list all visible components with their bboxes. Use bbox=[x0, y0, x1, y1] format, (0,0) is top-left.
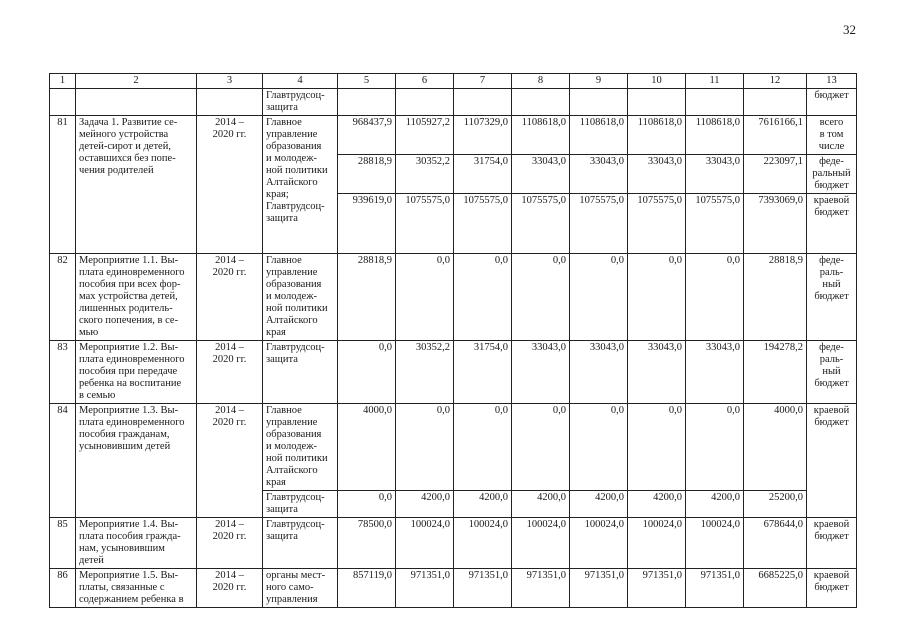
value-year-1: 28818,9 bbox=[338, 155, 396, 194]
value-year-2: 0,0 bbox=[396, 254, 454, 341]
value-year-5: 33043,0 bbox=[570, 341, 628, 404]
table-row bbox=[50, 341, 857, 404]
value-year-4: 0,0 bbox=[512, 254, 570, 341]
value-year-5: 1108618,0 bbox=[570, 116, 628, 155]
value-year-1: 968437,9 bbox=[338, 116, 396, 155]
value-year-3: 100024,0 bbox=[454, 518, 512, 569]
column-header-4: 4 bbox=[263, 74, 338, 89]
row-period: 2014 – 2020 гг. bbox=[197, 254, 263, 341]
value-year-2: 1075575,0 bbox=[396, 194, 454, 254]
row-number: 83 bbox=[50, 341, 76, 404]
value-cell bbox=[686, 89, 744, 116]
value-cell bbox=[396, 89, 454, 116]
value-year-6: 1108618,0 bbox=[628, 116, 686, 155]
row-number: 86 bbox=[50, 569, 76, 608]
value-year-3: 971351,0 bbox=[454, 569, 512, 608]
value-year-1: 857119,0 bbox=[338, 569, 396, 608]
value-year-4: 0,0 bbox=[512, 404, 570, 491]
value-year-4: 971351,0 bbox=[512, 569, 570, 608]
row-name bbox=[76, 89, 197, 116]
value-year-1: 0,0 bbox=[338, 491, 396, 518]
row-executor: Главное управление образования и молодеж- ной политики Алтайского края bbox=[263, 404, 338, 491]
value-year-3: 31754,0 bbox=[454, 155, 512, 194]
value-year-2: 4200,0 bbox=[396, 491, 454, 518]
value-year-3: 0,0 bbox=[454, 404, 512, 491]
value-year-4: 33043,0 bbox=[512, 155, 570, 194]
table-row bbox=[50, 254, 857, 341]
value-year-6: 4200,0 bbox=[628, 491, 686, 518]
value-year-2: 0,0 bbox=[396, 404, 454, 491]
row-executor: Главтрудсоц- защита bbox=[263, 341, 338, 404]
column-header-13: 13 bbox=[807, 74, 857, 89]
value-year-4: 33043,0 bbox=[512, 341, 570, 404]
value-year-4: 1108618,0 bbox=[512, 116, 570, 155]
row-period: 2014 – 2020 гг. bbox=[197, 404, 263, 518]
table-header-row bbox=[50, 74, 857, 89]
row-name: Мероприятие 1.1. Вы- плата единовременного пособия при всех фор- мах устройства детей, лишенных родитель- ского попечения, в се- мью bbox=[76, 254, 197, 341]
value-year-3: 31754,0 bbox=[454, 341, 512, 404]
value-year-8: 28818,9 bbox=[744, 254, 807, 341]
page-number: 32 bbox=[843, 22, 856, 37]
value-year-7: 971351,0 bbox=[686, 569, 744, 608]
value-year-3: 0,0 bbox=[454, 254, 512, 341]
value-cell bbox=[570, 89, 628, 116]
row-period: 2014 – 2020 гг. bbox=[197, 569, 263, 608]
value-year-1: 939619,0 bbox=[338, 194, 396, 254]
row-executor: Главтрудсоц- защита bbox=[263, 491, 338, 518]
column-header-6: 6 bbox=[396, 74, 454, 89]
value-year-5: 0,0 bbox=[570, 404, 628, 491]
value-year-7: 100024,0 bbox=[686, 518, 744, 569]
row-executor: Главтрудсоц- защита bbox=[263, 518, 338, 569]
value-year-2: 30352,2 bbox=[396, 155, 454, 194]
row-funding-source: краевой бюджет bbox=[807, 194, 857, 254]
value-year-7: 33043,0 bbox=[686, 155, 744, 194]
value-year-6: 971351,0 bbox=[628, 569, 686, 608]
row-funding-source: всего в том числе bbox=[807, 116, 857, 155]
column-header-7: 7 bbox=[454, 74, 512, 89]
value-year-4: 1075575,0 bbox=[512, 194, 570, 254]
value-cell bbox=[454, 89, 512, 116]
table-row-continuation bbox=[50, 89, 857, 116]
value-year-7: 0,0 bbox=[686, 254, 744, 341]
row-funding-source: краевой бюджет bbox=[807, 569, 857, 608]
value-cell bbox=[744, 89, 807, 116]
value-year-5: 971351,0 bbox=[570, 569, 628, 608]
value-year-7: 33043,0 bbox=[686, 341, 744, 404]
value-cell bbox=[338, 89, 396, 116]
row-executor: Главтрудсоц- защита bbox=[263, 89, 338, 116]
value-year-1: 28818,9 bbox=[338, 254, 396, 341]
value-year-2: 971351,0 bbox=[396, 569, 454, 608]
value-year-8: 223097,1 bbox=[744, 155, 807, 194]
row-funding-source: бюджет bbox=[807, 89, 857, 116]
value-cell bbox=[512, 89, 570, 116]
row-executor: органы мест- ного само- управления bbox=[263, 569, 338, 608]
value-year-4: 100024,0 bbox=[512, 518, 570, 569]
value-year-8: 4000,0 bbox=[744, 404, 807, 491]
row-funding-source: краевой бюджет bbox=[807, 404, 857, 518]
column-header-2: 2 bbox=[76, 74, 197, 89]
value-year-6: 33043,0 bbox=[628, 341, 686, 404]
row-period: 2014 – 2020 гг. bbox=[197, 518, 263, 569]
value-year-8: 25200,0 bbox=[744, 491, 807, 518]
column-header-10: 10 bbox=[628, 74, 686, 89]
column-header-8: 8 bbox=[512, 74, 570, 89]
value-year-2: 30352,2 bbox=[396, 341, 454, 404]
value-year-6: 100024,0 bbox=[628, 518, 686, 569]
value-year-7: 1108618,0 bbox=[686, 116, 744, 155]
column-header-3: 3 bbox=[197, 74, 263, 89]
table-row bbox=[50, 404, 857, 491]
value-year-1: 0,0 bbox=[338, 341, 396, 404]
column-header-1: 1 bbox=[50, 74, 76, 89]
value-year-3: 1107329,0 bbox=[454, 116, 512, 155]
table-row bbox=[50, 518, 857, 569]
value-year-3: 1075575,0 bbox=[454, 194, 512, 254]
value-year-6: 33043,0 bbox=[628, 155, 686, 194]
column-header-5: 5 bbox=[338, 74, 396, 89]
row-number: 81 bbox=[50, 116, 76, 254]
row-name: Задача 1. Развитие се- мейного устройства детей-сирот и детей, оставшихся без попе- чения родителей bbox=[76, 116, 197, 254]
row-funding-source: феде- ральный бюджет bbox=[807, 155, 857, 194]
row-funding-source: феде- раль- ный бюджет bbox=[807, 254, 857, 341]
value-year-7: 0,0 bbox=[686, 404, 744, 491]
value-year-6: 0,0 bbox=[628, 404, 686, 491]
value-year-5: 1075575,0 bbox=[570, 194, 628, 254]
row-funding-source: краевой бюджет bbox=[807, 518, 857, 569]
value-year-1: 78500,0 bbox=[338, 518, 396, 569]
table-row bbox=[50, 116, 857, 155]
row-executor: Главное управление образования и молодеж- ной политики Алтайского края bbox=[263, 254, 338, 341]
value-year-5: 0,0 bbox=[570, 254, 628, 341]
row-number: 85 bbox=[50, 518, 76, 569]
row-period: 2014 – 2020 гг. bbox=[197, 341, 263, 404]
value-year-5: 4200,0 bbox=[570, 491, 628, 518]
value-year-7: 1075575,0 bbox=[686, 194, 744, 254]
row-number: 84 bbox=[50, 404, 76, 518]
value-year-8: 7616166,1 bbox=[744, 116, 807, 155]
column-header-11: 11 bbox=[686, 74, 744, 89]
value-year-2: 100024,0 bbox=[396, 518, 454, 569]
table-row bbox=[50, 569, 857, 608]
row-name: Мероприятие 1.5. Вы- платы, связанные с содержанием ребенка в bbox=[76, 569, 197, 608]
value-year-6: 1075575,0 bbox=[628, 194, 686, 254]
row-name: Мероприятие 1.4. Вы- плата пособия гражда- нам, усыновившим детей bbox=[76, 518, 197, 569]
row-number: 82 bbox=[50, 254, 76, 341]
value-cell bbox=[628, 89, 686, 116]
value-year-4: 4200,0 bbox=[512, 491, 570, 518]
value-year-8: 678644,0 bbox=[744, 518, 807, 569]
value-year-1: 4000,0 bbox=[338, 404, 396, 491]
value-year-3: 4200,0 bbox=[454, 491, 512, 518]
value-year-2: 1105927,2 bbox=[396, 116, 454, 155]
value-year-8: 6685225,0 bbox=[744, 569, 807, 608]
value-year-5: 100024,0 bbox=[570, 518, 628, 569]
row-period bbox=[197, 89, 263, 116]
row-name: Мероприятие 1.3. Вы- плата единовременного пособия гражданам, усыновившим детей bbox=[76, 404, 197, 518]
value-year-8: 7393069,0 bbox=[744, 194, 807, 254]
value-year-8: 194278,2 bbox=[744, 341, 807, 404]
row-executor: Главное управление образования и молодеж- ной политики Алтайского края; Главтрудсоц- защита bbox=[263, 116, 338, 254]
program-funding-table bbox=[49, 73, 857, 608]
row-funding-source: феде- раль- ный бюджет bbox=[807, 341, 857, 404]
row-period: 2014 – 2020 гг. bbox=[197, 116, 263, 254]
column-header-9: 9 bbox=[570, 74, 628, 89]
value-year-7: 4200,0 bbox=[686, 491, 744, 518]
row-name: Мероприятие 1.2. Вы- плата единовременного пособия при передаче ребенка на воспитание в семью bbox=[76, 341, 197, 404]
value-year-6: 0,0 bbox=[628, 254, 686, 341]
row-number bbox=[50, 89, 76, 116]
column-header-12: 12 bbox=[744, 74, 807, 89]
value-year-5: 33043,0 bbox=[570, 155, 628, 194]
